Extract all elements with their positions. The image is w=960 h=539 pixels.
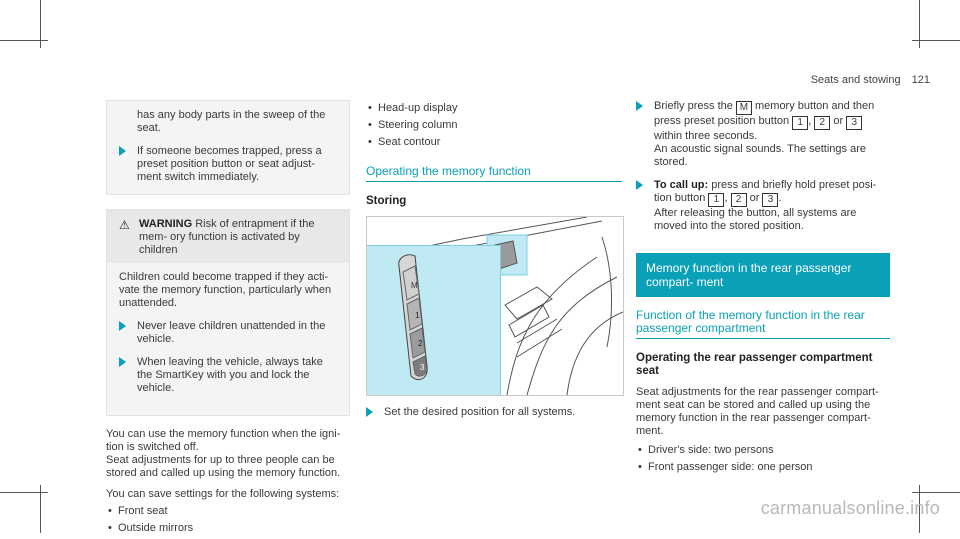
subsection-title: Operating the rear passenger compartment seat	[636, 352, 873, 377]
step-note: An acoustic signal sounds. The settings are stored.	[654, 143, 866, 168]
instruction-step: Never leave children unattended in the vehicle.	[119, 320, 337, 346]
systems-list	[366, 102, 622, 149]
preset-key-icon: 3	[846, 116, 862, 130]
section-name: Seats and stowing	[810, 74, 901, 86]
memory-key-icon: M	[736, 101, 752, 115]
memory-buttons-icon	[367, 246, 500, 396]
subsection-title: Storing	[366, 195, 407, 207]
preset-key-icon: 2	[814, 116, 830, 130]
crop-mark	[0, 492, 48, 493]
step-note: After releasing the button, all systems are moved into the stored position.	[654, 207, 857, 232]
step-arrow-icon	[119, 357, 126, 367]
list-item: • Steering column	[366, 119, 622, 132]
column-middle	[366, 100, 622, 419]
systems-list	[106, 505, 350, 535]
step-arrow-icon	[636, 101, 643, 111]
memory-button-inset	[367, 245, 501, 396]
key-label: 1	[415, 311, 420, 320]
list-item: • Front passenger side: one person	[636, 461, 890, 474]
step-arrow-icon	[636, 180, 643, 190]
crop-mark	[912, 40, 960, 41]
warning-continuation-box	[106, 100, 350, 195]
warning-body	[107, 263, 349, 415]
list-item: • Head-up display	[366, 102, 622, 115]
instruction-step: To call up: press and briefly hold preset posi- tion button 1 , 2 or 3 . After releasing the button, all systems are moved into the stored position.	[636, 179, 890, 233]
body-paragraph: Seat adjustments for the rear passenger compart- ment seat can be stored and called up using the memory function in the rear passenger compart- ment.	[636, 386, 879, 437]
step-label: To call up:	[654, 179, 709, 191]
step-arrow-icon	[119, 321, 126, 331]
watermark: carmanualsonline.info	[760, 498, 940, 518]
preset-key-icon: 2	[731, 193, 747, 207]
crop-mark	[0, 40, 48, 41]
body-paragraph: You can save settings for the following systems:	[106, 488, 340, 500]
crop-mark	[912, 492, 960, 493]
warning-label: WARNING	[139, 218, 193, 230]
body-paragraph: Seat adjustments for up to three people can be stored and called up using the memory function.	[106, 454, 341, 479]
instruction-step: If someone becomes trapped, press a preset position button or seat adjust- ment switch immediately.	[119, 145, 337, 184]
step-arrow-icon	[366, 407, 373, 417]
list-item: • Front seat	[106, 505, 350, 518]
persons-list	[636, 444, 890, 474]
warning-header	[107, 210, 349, 263]
warning-triangle-icon: ⚠	[119, 218, 130, 232]
instruction-step: When leaving the vehicle, always take the SmartKey with you and lock the vehicle.	[119, 356, 337, 395]
instruction-step: Briefly press the M memory button and then press preset position button 1 , 2 or 3 within three seconds. An acoustic signal sounds. The settings are stored.	[636, 100, 890, 169]
key-label: M	[411, 281, 418, 290]
body-paragraph: You can use the memory function when the igni- tion is switched off.	[106, 428, 341, 453]
chapter-banner: Memory function in the rear passenger compart- ment	[636, 253, 890, 297]
column-left	[106, 100, 350, 539]
preset-key-icon: 1	[708, 193, 724, 207]
warning-continuation-text: has any body parts in the sweep of the seat.	[137, 109, 326, 134]
warning-box	[106, 209, 350, 416]
step-arrow-icon	[119, 146, 126, 156]
section-title: Function of the memory function in the rear passenger compartment	[636, 309, 890, 339]
section-title: Operating the memory function	[366, 165, 622, 182]
page-number: 121	[911, 74, 930, 86]
page-header	[811, 74, 930, 87]
preset-key-icon: 3	[762, 193, 778, 207]
key-label: 3	[420, 363, 425, 372]
column-right	[636, 100, 890, 478]
preset-key-icon: 1	[792, 116, 808, 130]
list-item: • Seat contour	[366, 136, 622, 149]
list-item: • Driver's side: two persons	[636, 444, 890, 457]
key-label: 2	[418, 339, 423, 348]
warning-title: Risk of entrapment if the mem- ory function is activated by children	[139, 218, 315, 256]
memory-button-illustration	[366, 216, 624, 396]
warning-text: Children could become trapped if they acti- vate the memory function, particularly when unattended.	[119, 271, 332, 309]
list-item: • Outside mirrors	[106, 522, 350, 535]
instruction-step: Set the desired position for all systems.	[366, 406, 622, 419]
